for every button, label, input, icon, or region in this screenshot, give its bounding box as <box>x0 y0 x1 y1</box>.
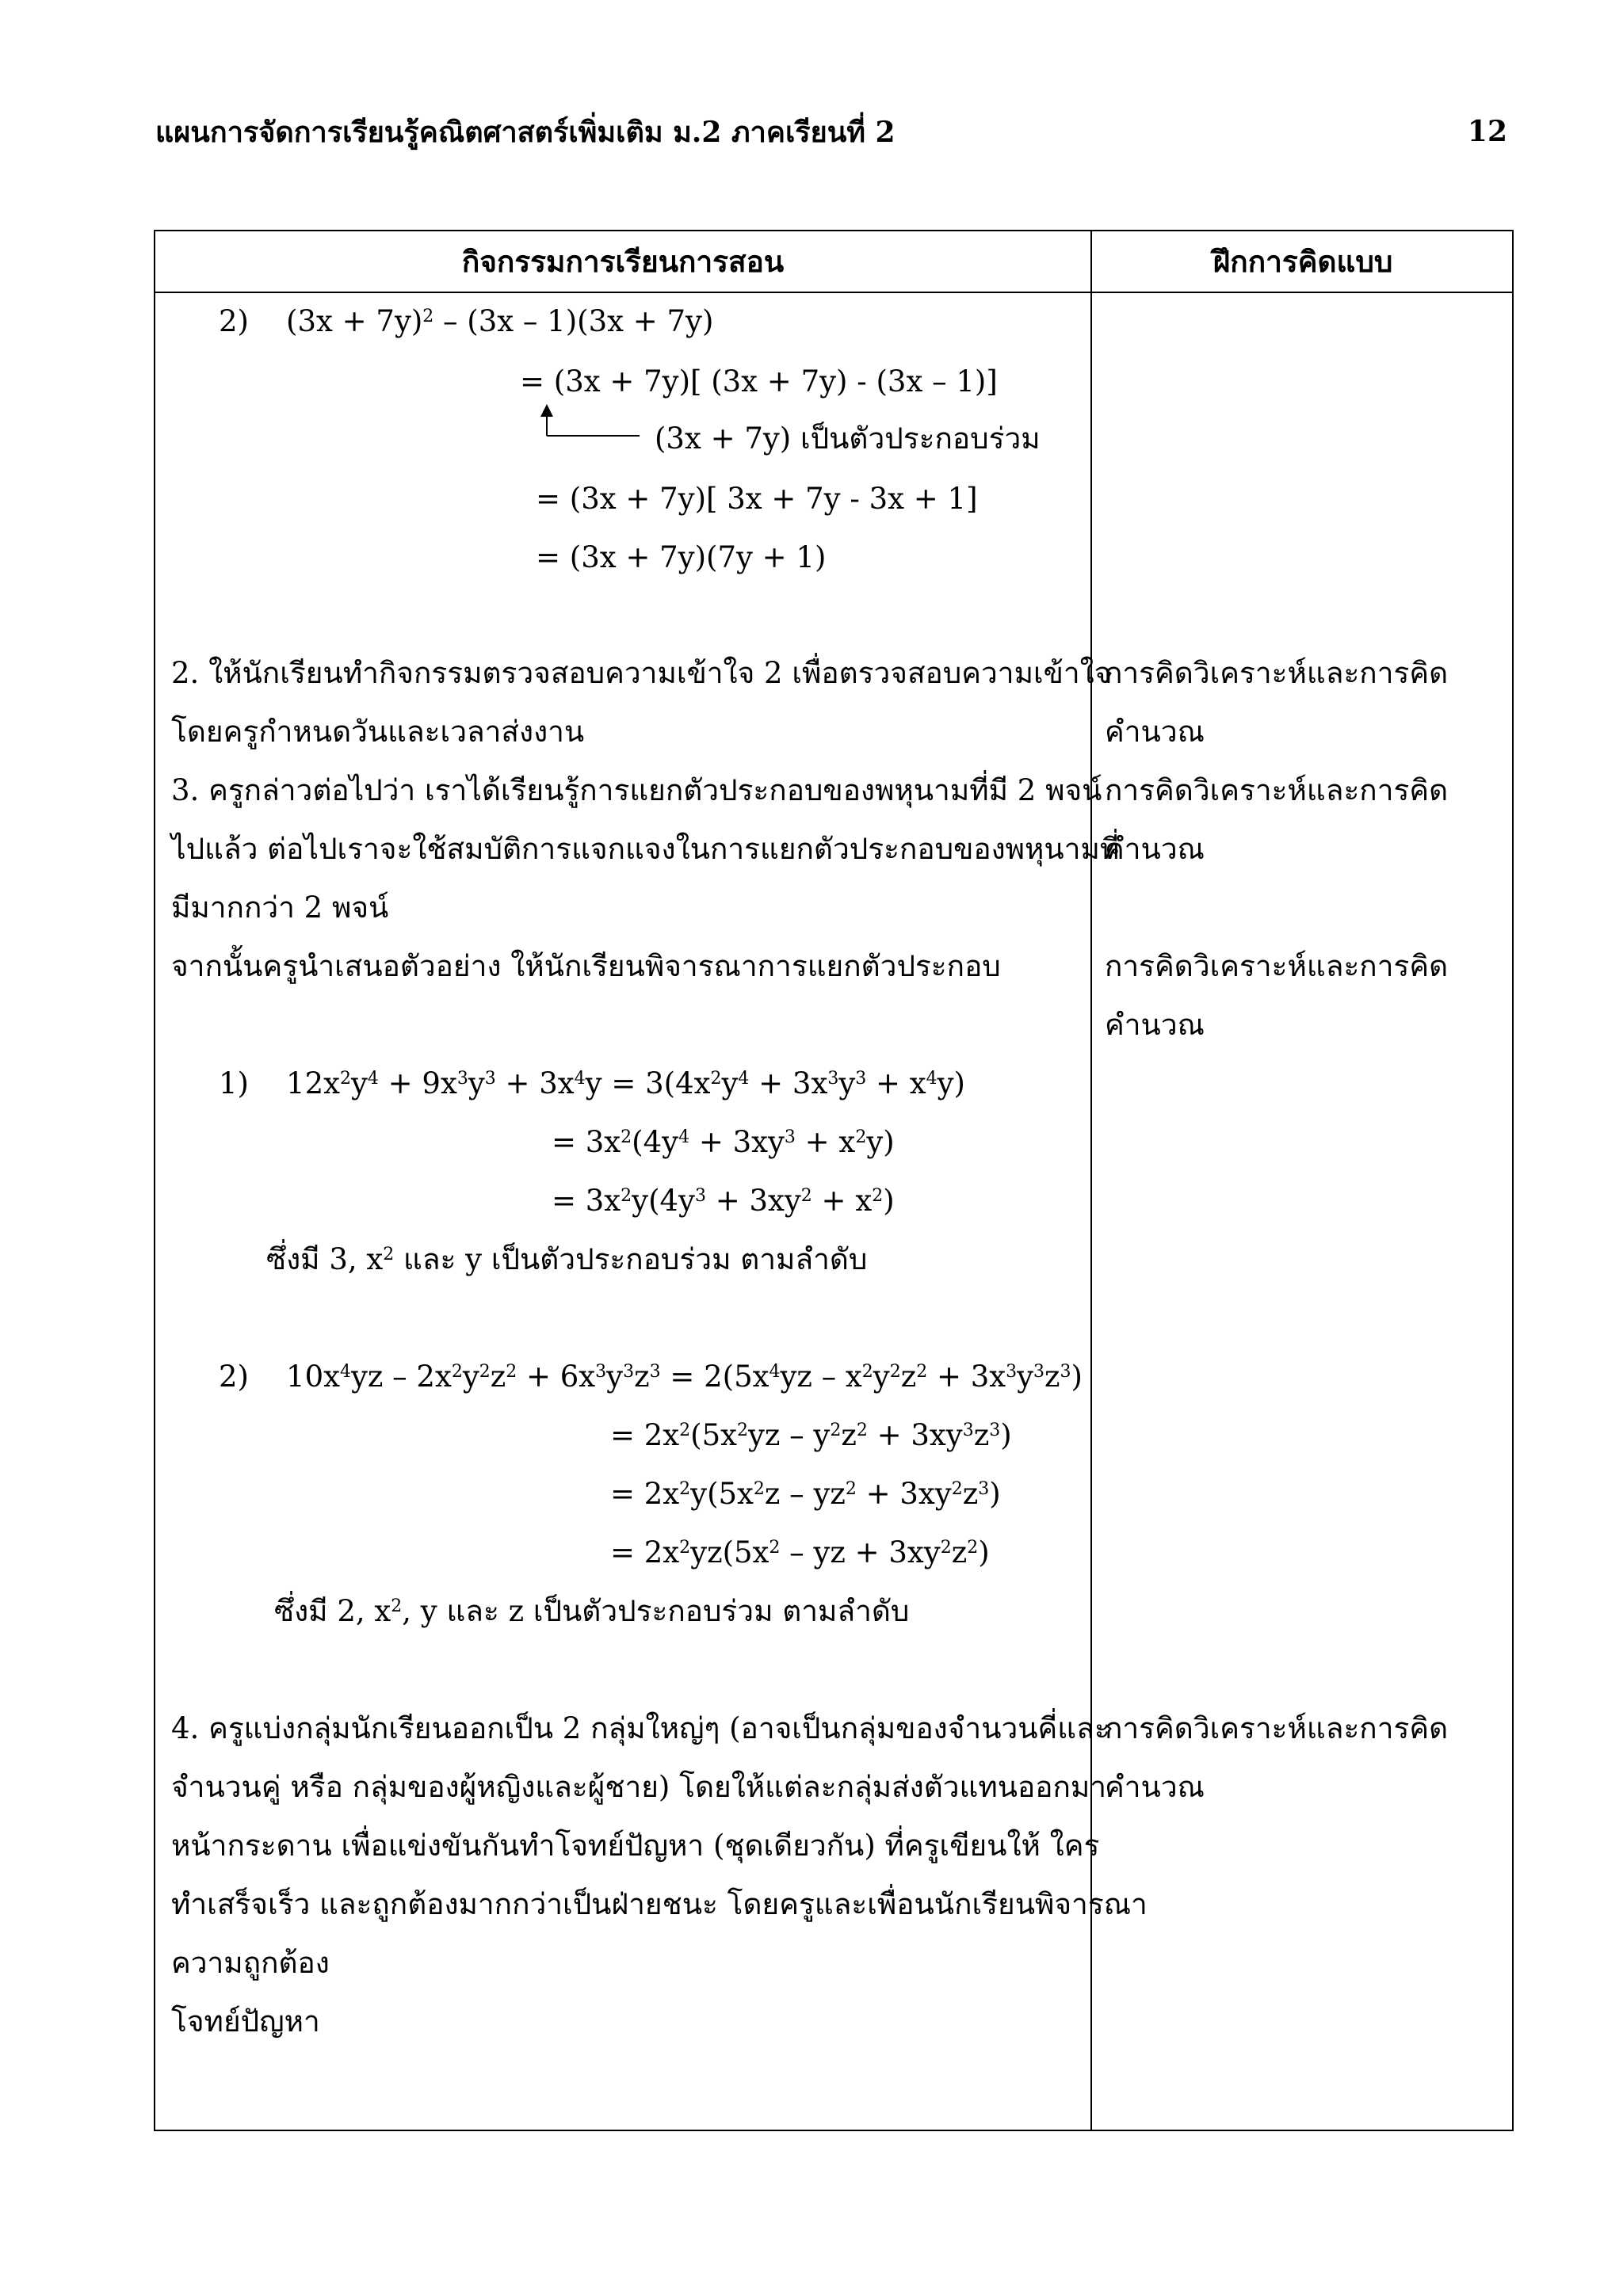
item-4-line-1: 4. ครูแบ่งกลุ่มนักเรียนออกเป็น 2 กลุ่มใหญ่ๆ (อาจเป็นกลุ่มของจำนวนคี่และ <box>171 1711 1110 1745</box>
skill-item-3b-line-1: การคิดวิเคราะห์และการคิด <box>1105 949 1449 983</box>
item-4-line-2: จำนวนคู่ หรือ กลุ่มของผู้หญิงและผู้ชาย) โดยให้แต่ละกลุ่มส่งตัวแทนออกมา <box>171 1770 1107 1804</box>
example-1-number: 1) <box>219 1066 249 1100</box>
example-2-common-factor-note: ซึ่งมี 2, $x^2$, y และ z เป็นตัวประกอบร่วม ตามลำดับ <box>274 1594 910 1628</box>
item-3-line-2: ไปแล้ว ต่อไปเราจะใช้สมบัติการแจกแจงในการแยกตัวประกอบของพหุนามที่ <box>171 832 1120 866</box>
example-a-number: 2) <box>219 304 249 338</box>
item-3-line-4: จากนั้นครูนำเสนอตัวอย่าง ให้นักเรียนพิจารณาการแยกตัวประกอบ <box>171 949 1001 983</box>
column-header-thinking-skill: ฝึกการคิดแบบ <box>1212 243 1393 279</box>
skill-item-2-line-1: การคิดวิเคราะห์และการคิด <box>1105 656 1449 690</box>
example-2-step-1: = $2x^2(5x^2yz - y^2z^2 + 3xy^3z^3)$ <box>610 1418 1012 1452</box>
skill-item-4-line-1: การคิดวิเคราะห์และการคิด <box>1105 1711 1449 1745</box>
example-a-common-factor-note: (3x + 7y) เป็นตัวประกอบร่วม <box>655 421 1041 456</box>
item-4-line-3: หน้ากระดาน เพื่อแข่งขันกันทำโจทย์ปัญหา (ชุดเดียวกัน) ที่ครูเขียนให้ ใคร <box>171 1829 1100 1863</box>
example-a-expression: 2) $(3x + 7y)^2 - (3x - 1)(3x + 7y)$ <box>219 304 714 338</box>
page-number: 12 <box>1467 115 1507 148</box>
skill-item-3-line-1: การคิดวิเคราะห์และการคิด <box>1105 773 1449 807</box>
page-header <box>155 109 1507 154</box>
example-1-step-2: = $3x^2y(4y^3 + 3xy^2 + x^2)$ <box>552 1184 895 1218</box>
example-a-step-3: = (3x + 7y)(7y + 1) <box>536 540 827 574</box>
table-header-row <box>155 231 1512 293</box>
item-3-line-1: 3. ครูกล่าวต่อไปว่า เราได้เรียนรู้การแยกตัวประกอบของพหุนามที่มี 2 พจน์ <box>171 773 1102 807</box>
example-1-expression: 1) $12x^2y^4 + 9x^3y^3 + 3x^4y = 3(4x^2y^4 + 3x^3y^3 + x^4y)$ <box>219 1066 965 1100</box>
example-2-step-2: = $2x^2y(5x^2z - yz^2 + 3xy^2z^3)$ <box>610 1477 1001 1511</box>
arrow-up-icon <box>540 404 643 444</box>
skill-item-3-line-2: คำนวณ <box>1105 832 1205 866</box>
example-2-number: 2) <box>219 1360 249 1394</box>
example-2-step-3: = $2x^2yz(5x^2$ – yz + $3xy^2z^2$) <box>610 1535 990 1569</box>
skill-item-3b-line-2: คำนวณ <box>1105 1008 1205 1042</box>
item-4-line-6: โจทย์ปัญหา <box>171 2004 320 2039</box>
lesson-table <box>154 230 1514 2131</box>
skill-item-4-line-2: คำนวณ <box>1105 1770 1205 1804</box>
example-2-expression: 2) $10x^4yz - 2x^2y^2z^2 + 6x^3y^3z^3 = 2(5x^4yz - x^2y^2z^2 + 3x^3y^3z^3)$ <box>219 1360 1083 1394</box>
column-header-activities: กิจกรรมการเรียนการสอน <box>461 243 785 279</box>
item-4-line-5: ความถูกต้อง <box>171 1946 330 1980</box>
item-4-line-4: ทำเสร็จเร็ว และถูกต้องมากกว่าเป็นฝ่ายชนะ โดยครูและเพื่อนนักเรียนพิจารณา <box>171 1887 1148 1921</box>
example-a-step-2: = (3x + 7y)[ 3x + 7y - 3x + 1] <box>536 482 978 516</box>
example-a-step-1: = (3x + 7y)[ (3x + 7y) - (3x – 1)] <box>520 364 998 399</box>
example-1-common-factor-note: ซึ่งมี 3, $x^2$ และ y เป็นตัวประกอบร่วม ตามลำดับ <box>266 1242 868 1276</box>
document-title: แผนการจัดการเรียนรู้คณิตศาสตร์เพิ่มเติม ม.2 ภาคเรียนที่ 2 <box>155 115 896 149</box>
example-1-step-1: = $3x^2(4y^4 + 3xy^3 + x^2y)$ <box>552 1125 895 1159</box>
item-2-line-1: 2. ให้นักเรียนทำกิจกรรมตรวจสอบความเข้าใจ 2 เพื่อตรวจสอบความเข้าใจ <box>171 656 1112 690</box>
skill-item-2-line-2: คำนวณ <box>1105 715 1205 749</box>
item-2-line-2: โดยครูกำหนดวันและเวลาส่งงาน <box>171 715 585 749</box>
item-3-line-3: มีมากกว่า 2 พจน์ <box>171 891 389 925</box>
